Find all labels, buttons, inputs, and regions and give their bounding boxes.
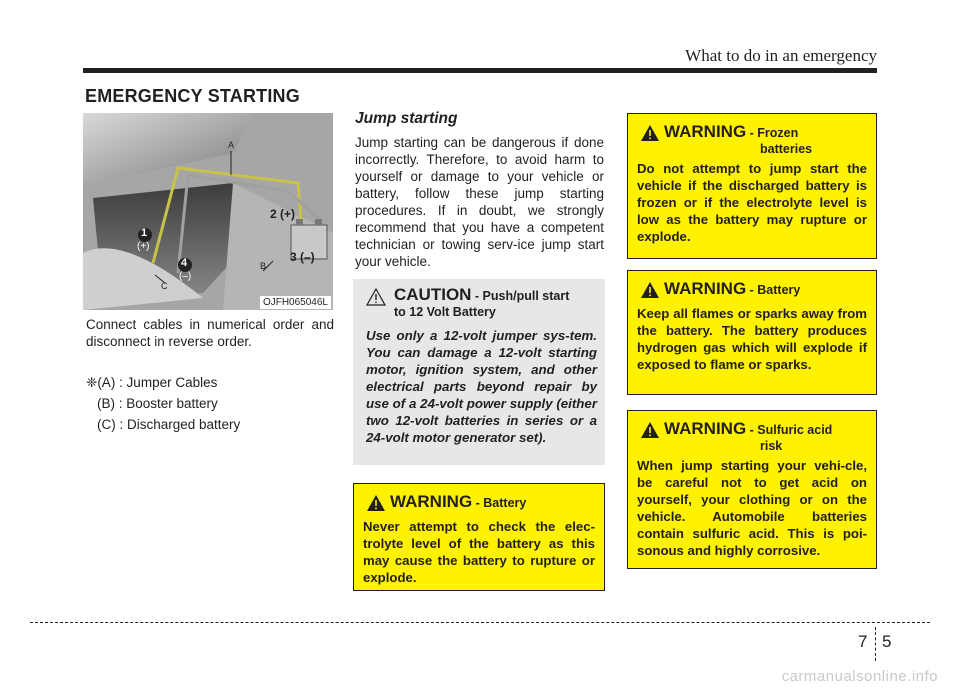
warning-body: Never attempt to check the elec-trolyte level of the battery as this may cause the battery to rupture or explode. xyxy=(363,519,595,585)
figure-code: OJFH065046L xyxy=(260,296,331,309)
running-header: What to do in an emergency xyxy=(685,46,877,65)
jump-start-illustration xyxy=(83,113,333,310)
warning-triangle-icon xyxy=(640,281,660,299)
label-minus: (–) xyxy=(179,271,192,282)
caution-subtitle: - Push/pull start xyxy=(471,289,570,303)
page-number-divider xyxy=(875,627,876,661)
label-c: C xyxy=(161,281,168,291)
car-trunk-diagram xyxy=(83,113,333,310)
legend-item: (C) : Discharged battery xyxy=(97,417,241,432)
figure-legend xyxy=(86,372,240,435)
warning-body: Do not attempt to jump start the vehicle if the discharged battery is frozen or if the electrolyte level is low as the battery may rupture or explode. xyxy=(637,161,867,244)
warning-title: WARNING xyxy=(390,492,473,511)
warning-triangle-icon xyxy=(366,494,386,512)
caution-header xyxy=(366,285,597,323)
label-step-3: 3 (–) xyxy=(290,250,315,264)
warning-header xyxy=(637,279,867,301)
caution-title: CAUTION xyxy=(394,285,472,304)
caution-box xyxy=(353,279,605,465)
warning-box-battery-flames xyxy=(627,270,877,395)
footer-rule xyxy=(30,622,930,623)
warning-box-electrolyte xyxy=(353,483,605,591)
warning-box-frozen xyxy=(627,113,877,259)
jump-starting-title: Jump starting xyxy=(355,110,458,127)
label-step-1: 1 xyxy=(141,227,148,239)
label-step-4: 4 xyxy=(181,257,188,269)
warning-header xyxy=(637,122,867,156)
legend-symbol: ❈ xyxy=(86,375,98,390)
jump-starting-text: Jump starting can be dangerous if done incorrectly. Therefore, to avoid harm to yourself or damage to your vehicle or battery, follow these jump starting procedures. If in doubt, we strongly recommend that you have a competent technician or towing serv-ice jump start your vehicle. xyxy=(355,135,604,269)
label-a: A xyxy=(228,140,235,150)
warning-box-sulfuric-acid xyxy=(627,410,877,569)
warning-header xyxy=(637,419,867,453)
caution-triangle-icon xyxy=(366,288,386,306)
warning-body: Keep all flames or sparks away from the battery. The battery produces hydrogen gas which will explode if exposed to flame or sparks. xyxy=(637,306,867,372)
warning-subtitle: - Sulfuric acid xyxy=(746,423,833,437)
warning-body: When jump starting your vehi-cle, be careful not to get acid on yourself, your clothing or on the vehicle. Automobile batteries contain sulfuric acid. This is poi-sonous and highly corrosive. xyxy=(637,458,867,558)
warning-header xyxy=(363,492,595,514)
warning-subtitle: - Battery xyxy=(746,283,801,297)
warning-title: WARNING xyxy=(664,419,747,438)
warning-triangle-icon xyxy=(640,421,660,439)
warning-subtitle-line2: risk xyxy=(760,439,783,453)
warning-subtitle: - Battery xyxy=(472,496,527,510)
legend-item: (B) : Booster battery xyxy=(97,396,218,411)
legend-item: ❈(A) : Jumper Cables xyxy=(86,375,218,390)
warning-title: WARNING xyxy=(664,122,747,141)
warning-triangle-icon xyxy=(640,124,660,142)
chapter-number: 7 xyxy=(858,632,868,651)
label-plus: (+) xyxy=(137,241,150,252)
caution-subtitle-line2: to 12 Volt Battery xyxy=(394,305,496,319)
watermark: carmanualsonline.info xyxy=(781,668,938,685)
warning-title: WARNING xyxy=(664,279,747,298)
header-rule xyxy=(83,68,877,73)
page-number: 5 xyxy=(882,632,892,651)
label-step-2: 2 (+) xyxy=(270,207,296,221)
section-title: EMERGENCY STARTING xyxy=(85,86,300,106)
label-b: B xyxy=(260,261,267,271)
warning-subtitle-line2: batteries xyxy=(760,142,813,156)
intro-text: Connect cables in numerical order and disconnect in reverse order. xyxy=(86,317,334,349)
caution-body: Use only a 12-volt jumper sys-tem. You can damage a 12-volt starting motor, ignition system, and other electrical parts beyond repair by use of a 24-volt power supply (either two 12-volt batteries in series or a 24-volt motor generator set). xyxy=(366,328,597,445)
warning-subtitle: - Frozen xyxy=(746,126,799,140)
